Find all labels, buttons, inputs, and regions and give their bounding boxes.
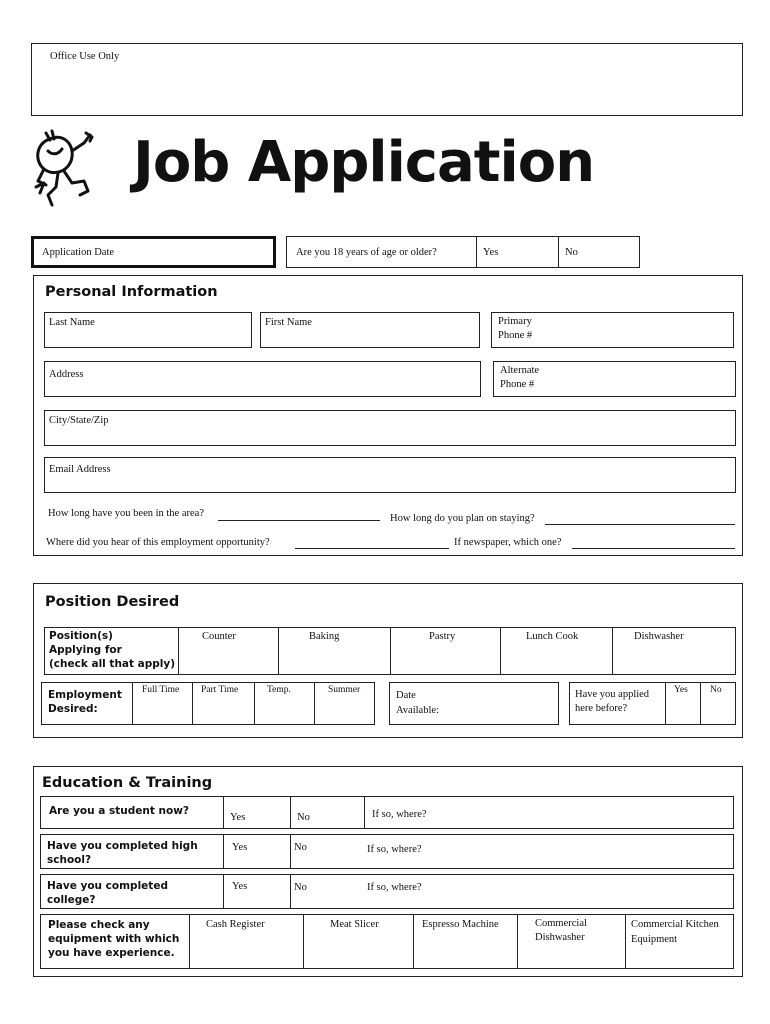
alternate-phone-label-2: Phone # (500, 379, 535, 390)
first-name-field[interactable] (260, 312, 480, 348)
high-school-row (40, 834, 734, 869)
where-hear-label: Where did you hear of this employment opportunity? (46, 537, 270, 548)
student-row (40, 796, 734, 829)
date-available-label-1: Date (396, 690, 416, 701)
positions-row (44, 627, 736, 675)
personal-info-section (33, 275, 743, 556)
application-date-field[interactable] (31, 236, 276, 268)
equipment-dishwasher-label-2: Dishwasher (535, 932, 585, 943)
primary-phone-label-2: Phone # (498, 330, 533, 341)
applied-no-checkbox[interactable] (700, 683, 735, 724)
age-yes-label: Yes (483, 247, 499, 258)
position-lunch-cook-option[interactable] (500, 628, 612, 674)
equipment-meat-slicer-option[interactable] (303, 915, 413, 968)
how-long-stay-input[interactable] (545, 524, 735, 525)
college-where-field[interactable] (364, 875, 733, 908)
employment-row (41, 682, 375, 725)
college-where-label: If so, where? (367, 882, 422, 893)
college-yes-checkbox[interactable] (223, 875, 290, 908)
position-counter-option[interactable] (178, 628, 278, 674)
employment-desired-label: Employment Desired: (48, 689, 122, 715)
student-no-label: No (297, 812, 310, 823)
position-title: Position Desired (45, 594, 180, 610)
age-no-checkbox[interactable] (558, 237, 639, 267)
student-yes-label: Yes (230, 812, 246, 823)
if-newspaper-label: If newspaper, which one? (454, 537, 562, 548)
high-school-no-checkbox[interactable] (290, 835, 364, 868)
equipment-meat-slicer-label: Meat Slicer (330, 919, 379, 930)
first-name-label: First Name (265, 317, 312, 328)
application-date-label: Application Date (42, 247, 115, 258)
employment-summer-option[interactable] (314, 683, 374, 724)
student-yes-checkbox[interactable] (223, 797, 290, 828)
position-baking-label: Baking (309, 631, 340, 642)
position-pastry-label: Pastry (429, 631, 456, 642)
position-counter-label: Counter (202, 631, 236, 642)
chef-logo-icon (28, 125, 104, 211)
high-school-where-field[interactable] (364, 835, 733, 868)
last-name-field[interactable] (44, 312, 252, 348)
college-no-label: No (294, 882, 307, 893)
position-section (33, 583, 743, 738)
employment-summer-label: Summer (328, 685, 361, 695)
last-name-label: Last Name (49, 317, 95, 328)
primary-phone-label: Primary (498, 316, 532, 327)
email-label: Email Address (49, 464, 111, 475)
employment-temp-option[interactable] (254, 683, 314, 724)
equipment-kitchen-option[interactable] (625, 915, 733, 968)
equipment-row (40, 914, 734, 969)
age-question-label: Are you 18 years of age or older? (296, 247, 437, 258)
position-dishwasher-option[interactable] (612, 628, 735, 674)
employment-part-time-option[interactable] (192, 683, 254, 724)
position-dishwasher-label: Dishwasher (634, 631, 684, 642)
city-state-zip-label: City/State/Zip (49, 415, 109, 426)
college-question: Have you completed college? (47, 880, 168, 906)
personal-info-title: Personal Information (45, 284, 218, 300)
age-yes-checkbox[interactable] (476, 237, 558, 267)
equipment-espresso-option[interactable] (413, 915, 517, 968)
applied-before-row (569, 682, 736, 725)
address-label: Address (49, 369, 84, 380)
employment-temp-label: Temp. (267, 685, 291, 695)
age-no-label: No (565, 247, 578, 258)
equipment-dishwasher-option[interactable] (517, 915, 625, 968)
employment-full-time-label: Full Time (142, 685, 180, 695)
age-question-row (286, 236, 640, 268)
if-newspaper-input[interactable] (572, 548, 735, 549)
college-no-checkbox[interactable] (290, 875, 364, 908)
address-field[interactable] (44, 361, 481, 397)
page-title: Job Application (133, 130, 595, 195)
student-where-label: If so, where? (372, 809, 427, 820)
how-long-stay-label: How long do you plan on staying? (390, 513, 535, 524)
high-school-no-label: No (294, 842, 307, 853)
equipment-kitchen-label-2: Equipment (631, 934, 678, 945)
employment-full-time-option[interactable] (132, 683, 192, 724)
applied-no-label: No (710, 685, 722, 695)
applied-yes-checkbox[interactable] (665, 683, 700, 724)
position-pastry-option[interactable] (390, 628, 500, 674)
primary-phone-field[interactable] (491, 312, 734, 348)
equipment-cash-register-option[interactable] (189, 915, 303, 968)
email-field[interactable] (44, 457, 736, 493)
equipment-question: Please check any equipment with which you have experience. (48, 919, 180, 959)
applied-before-label-1: Have you applied (575, 689, 650, 700)
where-hear-input[interactable] (295, 548, 449, 549)
equipment-espresso-label: Espresso Machine (422, 919, 499, 930)
high-school-yes-label: Yes (232, 842, 248, 853)
student-no-checkbox[interactable] (290, 797, 364, 828)
student-question: Are you a student now? (49, 805, 190, 817)
employment-part-time-label: Part Time (201, 685, 239, 695)
applied-before-label-2: here before? (575, 703, 628, 714)
date-available-label-2: Available: (396, 705, 439, 716)
how-long-area-label: How long have you been in the area? (48, 508, 204, 519)
office-use-box (31, 43, 743, 116)
date-available-field[interactable] (389, 682, 559, 725)
position-baking-option[interactable] (278, 628, 390, 674)
college-yes-label: Yes (232, 881, 248, 892)
positions-applying-label: Position(s) Applying for (check all that apply) (49, 630, 176, 670)
how-long-area-input[interactable] (218, 520, 380, 521)
education-section (33, 766, 743, 977)
applied-yes-label: Yes (674, 685, 688, 695)
alternate-phone-label: Alternate (500, 365, 540, 376)
equipment-dishwasher-label-1: Commercial (535, 918, 587, 929)
position-lunch-cook-label: Lunch Cook (526, 631, 579, 642)
city-state-zip-field[interactable] (44, 410, 736, 446)
education-title: Education & Training (42, 775, 213, 791)
high-school-yes-checkbox[interactable] (223, 835, 290, 868)
equipment-cash-register-label: Cash Register (206, 919, 265, 930)
alternate-phone-field[interactable] (493, 361, 736, 397)
high-school-where-label: If so, where? (367, 844, 422, 855)
student-where-field[interactable] (364, 797, 733, 828)
equipment-kitchen-label-1: Commercial Kitchen (631, 919, 719, 930)
high-school-question: Have you completed high school? (47, 840, 198, 866)
office-use-label: Office Use Only (50, 51, 120, 62)
college-row (40, 874, 734, 909)
